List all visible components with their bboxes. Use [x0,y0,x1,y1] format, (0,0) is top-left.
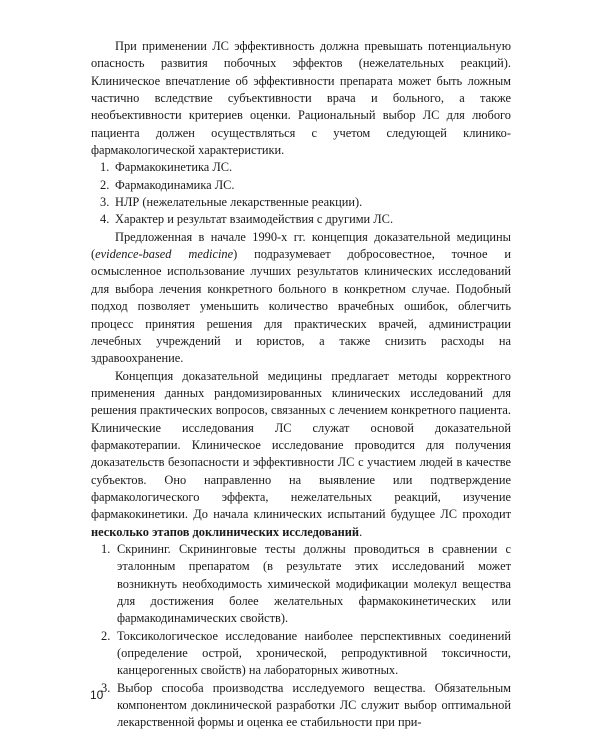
page-number: 10 [90,688,104,702]
paragraph-2 [91,229,511,368]
body-text [91,38,511,732]
list-item [91,211,511,228]
paragraph-2-start: Предложенная в начале 1990-х гг. концепция доказательной медицины ( [91,229,511,262]
list-item-number: 4. [100,212,110,227]
list-item-text: НЛР (нежелательные лекарственные реакции). [115,195,363,210]
paragraph-2-end: ) подразумевает добросовестное, точное и осмысленное использование лучших результатов клинических исследований для выбора лечения конкретного больного в конкретном случае. Подобный подход позволяет уменьшить количество врачебных ошибок, облегчить процесс принятия решения для практических врачей, администрации лечебных учреждений и юристов, а также снизить расходы на здравоохранение. [91,247,511,366]
list-item-number: 1. [100,160,110,175]
list-item-text: Фармакокинетика ЛС. [115,160,233,175]
list-item [91,194,511,211]
list-item-number: 3. [101,680,111,695]
list-item-number: 2. [100,177,110,192]
evidence-based-medicine-term: evidence-based medicine [95,247,234,262]
list-item-text: Характер и результат взаимодействия с другими ЛС. [115,212,394,227]
paragraph-1: При применении ЛС эффективность должна превышать потенциальную опасность развития побочных эффектов (нежелательных реакций). Клиническое впечатление об эффективности препарата может быть ложным частично вследствие субъективности врача и больного, а также необъективности критериев оценки. Рациональный выбор ЛС для любого пациента должен осуществляться с учетом следующей клинико-фармакологической характеристики. [91,39,511,158]
list-item-text: Фармакодинамика ЛС. [115,177,235,192]
preclinical-stages-emphasis: несколько этапов доклинических исследований [91,524,360,539]
list-item-text: Выбор способа производства исследуемого вещества. Обязательным компонентом доклинической разработки ЛС служит выбор оптимальной лекарственной формы и оценка ее стабильности при при- [117,680,511,730]
preclinical-stages-list [91,541,511,732]
list-item [91,680,511,732]
paragraph-3-end: . [359,524,363,539]
list-item-number: 1. [101,541,111,556]
characteristics-list [91,159,511,228]
list-item [91,628,511,680]
list-item-text: Скрининг. Скрининговые тесты должны проводиться в сравнении с эталонным препаратом (в результате этих исследований может возникнуть необходимость химической модификации молекул вещества для достижения более желательных фармакокинетических или фармакодинамических свойств). [117,541,511,626]
paragraph-3-text: Концепция доказательной медицины предлагает методы корректного применения данных рандомизированных клинических исследований для решения практических вопросов, связанных с лечением конкретного пациента. Клинические исследования ЛС служат основой доказательной фармакотерапии. Клиническое исследование проводится для получения доказательств безопасности и эффективности ЛС с участием людей в качестве субъектов. Оно направленно на выявление или подтверждение фармакологического эффекта, нежелательных реакций, изучение фармакокинетики. До начала клинических испытаний будущее ЛС проходит [91,368,511,522]
list-item [91,541,511,628]
list-item-text: Токсикологическое исследование наиболее перспективных соединений (определение острой, хронической, репродуктивной токсичности, канцерогенных свойств) на лабораторных животных. [117,628,511,678]
paragraph-3 [91,368,511,541]
list-item-number: 2. [101,628,111,643]
list-item [91,159,511,176]
list-item [91,177,511,194]
list-item-number: 3. [100,195,110,210]
